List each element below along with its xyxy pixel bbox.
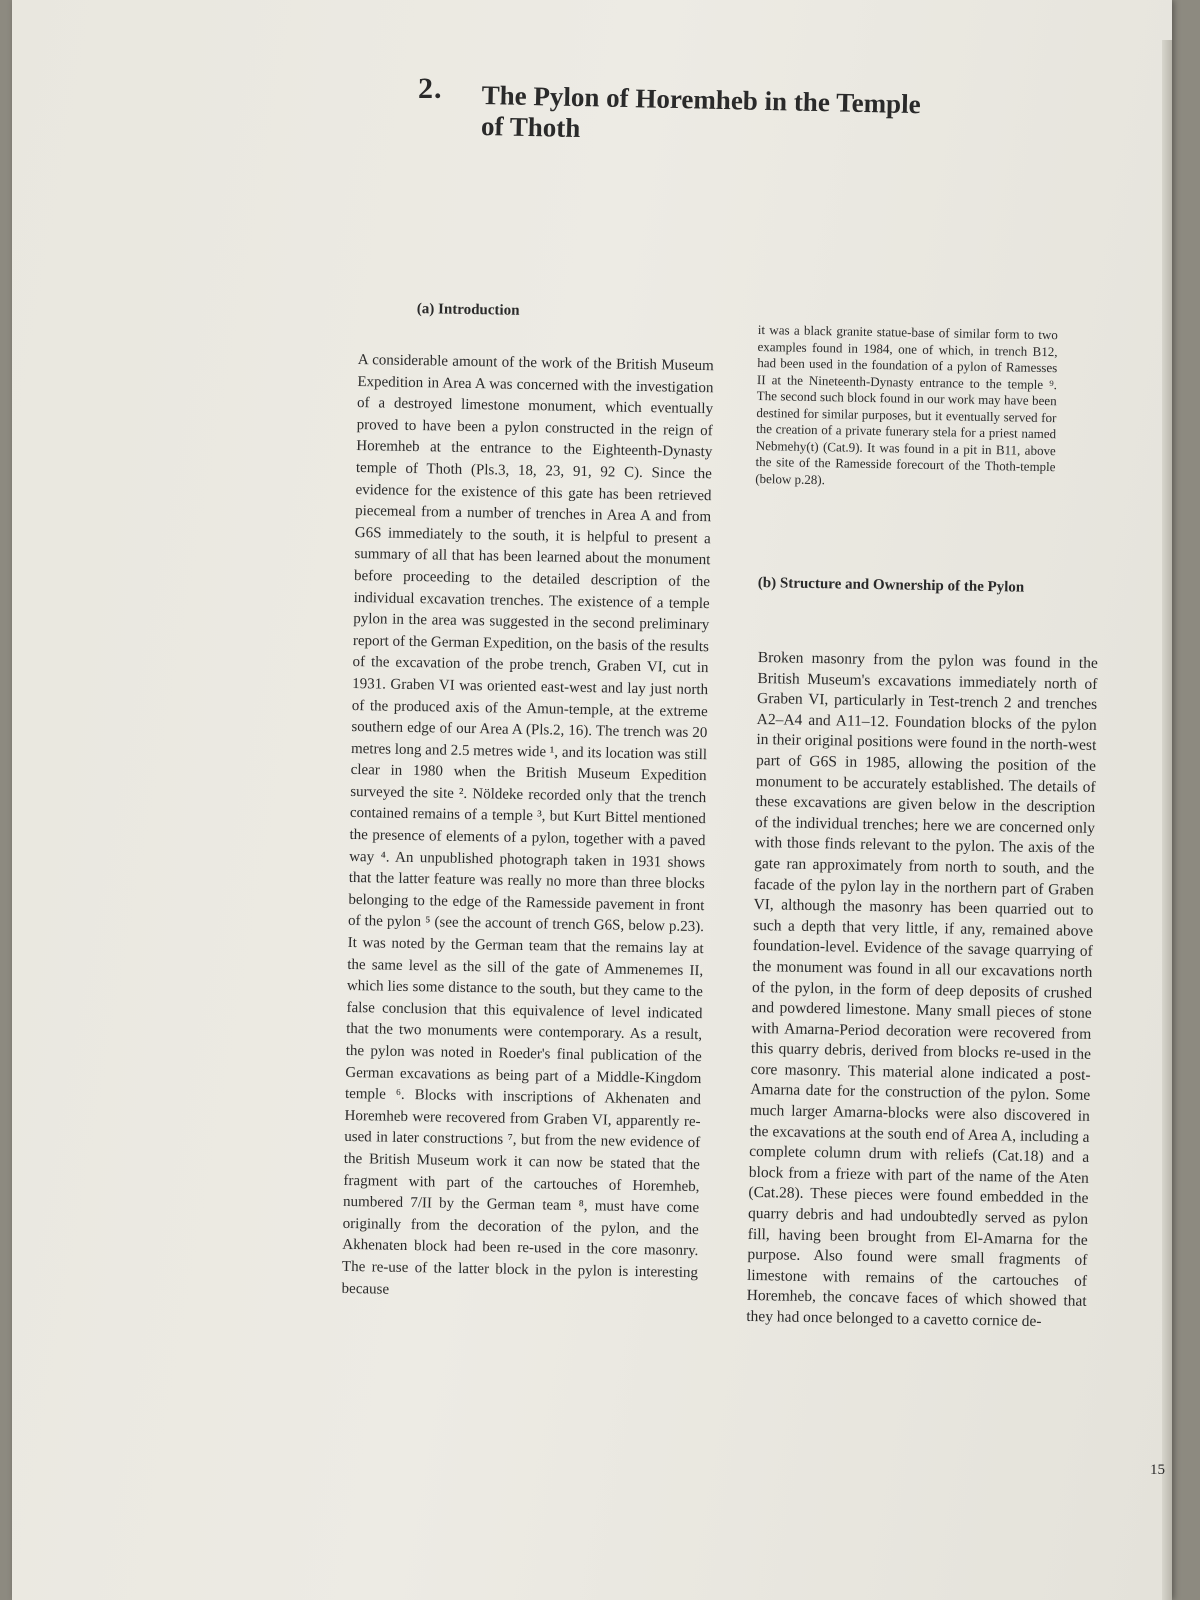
chapter-number: 2. (418, 72, 443, 105)
right-column-text: Broken masonry from the pylon was found in the British Museum's excavations immediately north of Graben VI, particularly in Test-trench 2 and trenches A2–A4 and A11–12. Foundation blocks of the pylon in their original positions were found in the north-west part of G6S in 1985, allowing the position of the monument to be accurately established. The details of these excavations are given below in the description of the individual trenches; here we are concerned only with those finds relevant to the pylon. The axis of the gate ran approximately from north to south, and the facade of the pylon lay in the northern part of Graben VI, although the masonry has been quarried out to such a depth that very little, if any, remained above foundation-level. Evidence of the savage quarrying of the monument was found in all our excavations north of the pylon, in the form of deep deposits of crushed and powdered limestone. Many small pieces of stone with Amarna-Period decoration were recovered from this quarry debris, derived from blocks re-used in the core masonry. This material alone indicated a post-Amarna date for the construction of the pylon. Some much larger Amarna-blocks were also discovered in the excavations at the south end of Area A, including a complete column drum with reliefs (Cat.18) and a block from a frieze with part of the name of the Aten (Cat.28). These pieces were found embedded in the quarry debris and had undoubtedly served as pylon fill, having been brought from El-Amarna for the purpose. Also found were small fragments of limestone with remains of the cartouches of Horemheb, the concave faces of which showed that they had once belonged to a cavetto cornice de- (746, 648, 1098, 1331)
left-column (341, 350, 714, 1306)
page-number: 15 (1150, 1462, 1165, 1478)
right-column (746, 648, 1098, 1333)
section-heading-introduction: (a) Introduction (416, 300, 520, 319)
book-page (12, 0, 1172, 1600)
right-column-top-text: it was a black granite statue-base of similar form to two examples found in 1984, one of which, in trench B12, had been used in the foundation of a pylon of Ramesses II at the Nineteenth-Dynasty entrance to the temple ⁹. The second such block found in our work may have been destined for similar purposes, but it eventually served for the creation of a private funerary stela for a priest named Nebmehy(t) (Cat.9). It was found in a pit in B11, above the site of the Ramesside forecourt of the Thoth-temple (below p.28). (755, 322, 1058, 487)
right-column-top (755, 322, 1058, 492)
left-column-text: A considerable amount of the work of the British Museum Expedition in Area A was concerned with the investigation of a destroyed limestone monument, which eventually proved to have been a pylon constructed in the reign of Horemheb at the entrance to the Eighteenth-Dynasty temple of Thoth (Pls.3, 18, 23, 91, 92 C). Since the evidence for the existence of this gate has been retrieved piecemeal from a number of trenches in Area A and from G6S immediately to the south, it is helpful to present a summary of all that has been learned about the monument before proceeding to the detailed description of the individual excavation trenches. The existence of a temple pylon in the area was suggested in the second preliminary report of the German Expedition, on the basis of the results of the excavation of the probe trench, Graben VI, cut in 1931. Graben VI was oriented east-west and lay just north of the produced axis of the Amun-temple, at the extreme southern edge of our Area A (Pls.2, 16). The trench was 20 metres long and 2.5 metres wide ¹, and its location was still clear in 1980 when the British Museum Expedition surveyed the site ². Nöldeke recorded only that the trench contained remains of a temple ³, but Kurt Bittel mentioned the presence of elements of a pylon, together with a paved way ⁴. An unpublished photograph taken in 1931 shows that the latter feature was really no more than three blocks belonging to the edge of the Ramesside pavement in front of the pylon ⁵ (see the account of trench G6S, below p.23). It was noted by the German team that the remains lay at the same level as the sill of the gate of Ammenemes II, which lies some distance to the south, but they came to the false conclusion that this equivalence of level indicated that the two monuments were contemporary. As a result, the pylon was noted in Roeder's final publication of the German excavations as being part of a Middle-Kingdom temple ⁶. Blocks with inscriptions of Akhenaten and Horemheb were recovered from Graben VI, apparently re-used in later constructions ⁷, but from the new evidence of the British Museum work it can now be stated that the fragment with part of the cartouches of Horemheb, numbered 7/II by the German team ⁸, must have come originally from the decoration of the pylon, and the Akhenaten block had been re-used in the core masonry. The re-use of the latter block in the pylon is interesting because (341, 351, 714, 1298)
section-heading-structure: (b) Structure and Ownership of the Pylon (757, 574, 1025, 596)
page-edge (1162, 40, 1172, 1600)
chapter-title: The Pylon of Horemheb in the Temple of Thoth (480, 80, 921, 144)
